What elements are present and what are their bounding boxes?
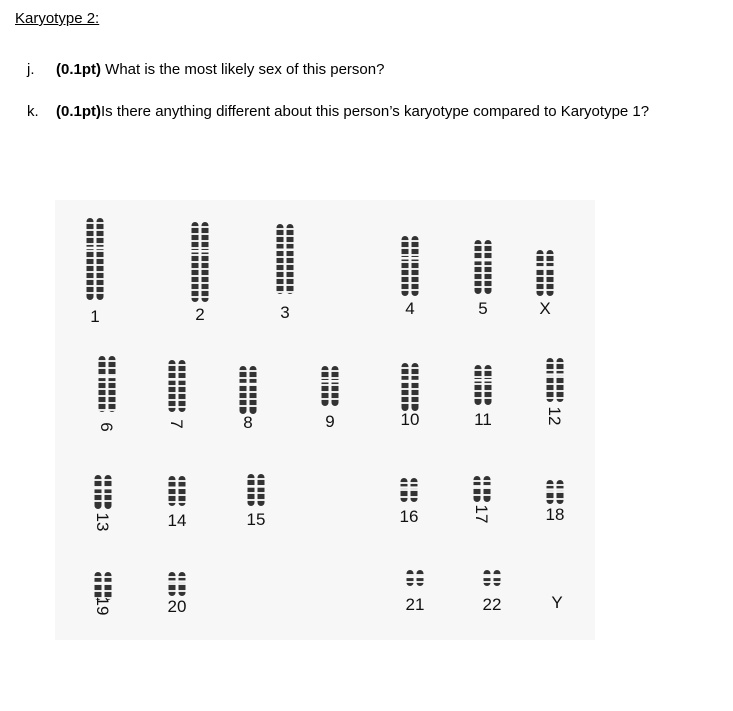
chromosome-label-9: 9 [325,412,335,431]
chromosome-label-22: 22 [482,595,502,614]
chromosome-label-17: 17 [472,504,491,524]
chromosome-label-6: 6 [97,422,116,432]
chromosome-label-2: 2 [195,305,205,324]
chromosome-label-3: 3 [280,303,290,322]
chromosome-label-4: 4 [405,299,415,318]
chromosome-label-15: 15 [246,510,266,529]
karyotype-image [55,200,595,640]
question-j-marker: j. [27,61,35,78]
question-j-text: What is the most likely sex of this person? [101,61,385,78]
chromosome-label-12: 12 [545,406,564,426]
chromosome-label-10: 10 [400,410,420,429]
chromosome-label-14: 14 [167,511,187,530]
chromosome-label-1: 1 [90,307,100,326]
chromosome-label-18: 18 [545,505,565,524]
question-j [27,61,384,78]
chromosome-label-13: 13 [93,512,112,532]
chromosome-label-11: 11 [474,410,492,429]
question-k-points: (0.1pt) [56,103,101,120]
chromosome-label-Y: Y [551,593,563,612]
chromosome-label-21: 21 [405,595,425,614]
chromosome-label-5: 5 [478,299,488,318]
question-k [27,103,649,120]
chromosome-label-8: 8 [243,413,253,432]
section-heading: Karyotype 2: [15,10,100,27]
chromosome-label-19: 19 [93,596,112,616]
chromosome-label-16: 16 [399,507,419,526]
chromosome-label-20: 20 [167,597,187,616]
question-k-marker: k. [27,103,39,120]
question-j-points: (0.1pt) [56,61,101,78]
question-k-text: Is there anything different about this person’s karyotype compared to Karyotype 1? [101,103,650,120]
chromosome-label-X: X [539,299,551,318]
chromosome-label-7: 7 [167,419,186,429]
